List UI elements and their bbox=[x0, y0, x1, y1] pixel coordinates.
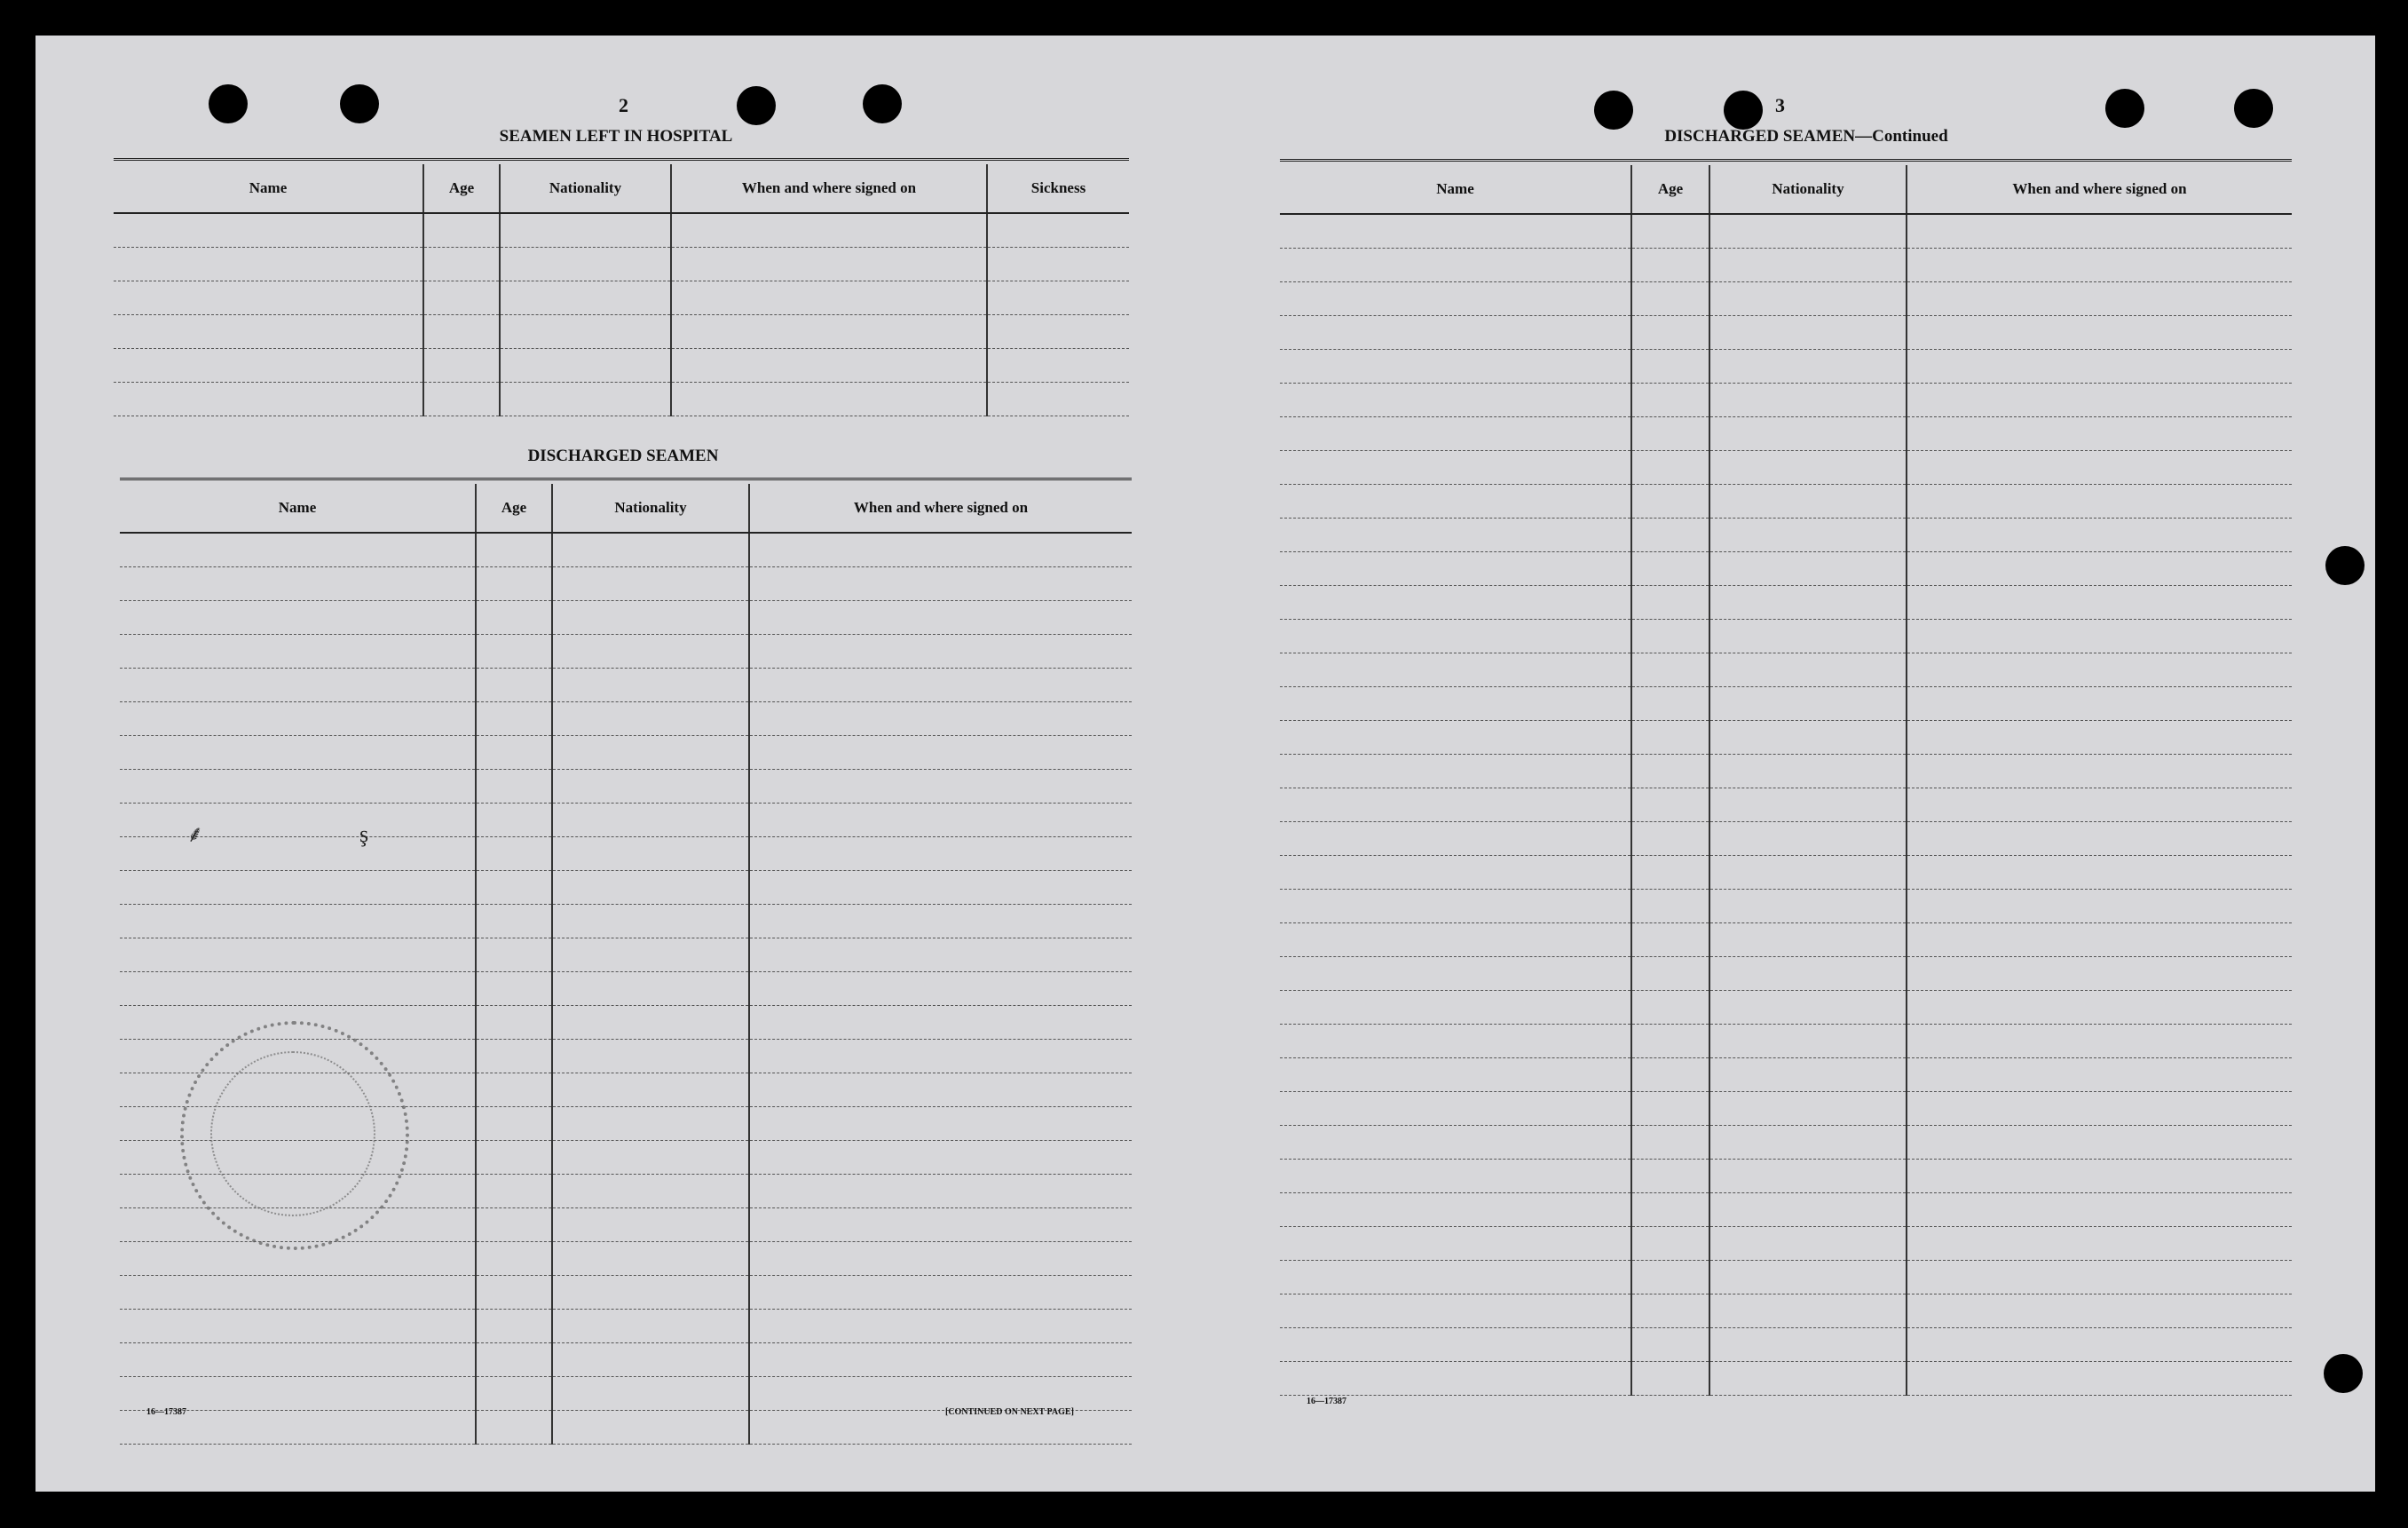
column-header-age: Age bbox=[476, 484, 552, 533]
table-row bbox=[120, 938, 1132, 972]
continued-note: [CONTINUED ON NEXT PAGE] bbox=[945, 1407, 1074, 1417]
discharged-section-title: DISCHARGED SEAMEN bbox=[527, 447, 719, 465]
punch-hole bbox=[1594, 91, 1633, 130]
table-row bbox=[120, 1377, 1132, 1411]
page-number-right: 3 bbox=[1775, 94, 1785, 116]
table-row bbox=[1280, 1261, 2292, 1294]
table-row bbox=[1280, 890, 2292, 923]
table-row bbox=[1280, 991, 2292, 1025]
column-header-nationality: Nationality bbox=[500, 164, 671, 213]
column-header-nationality: Nationality bbox=[1709, 165, 1907, 214]
table-row bbox=[1280, 755, 2292, 788]
punch-hole bbox=[2324, 1354, 2363, 1393]
table-row bbox=[1280, 957, 2292, 991]
table-row bbox=[1280, 1025, 2292, 1058]
column-header-age: Age bbox=[423, 164, 500, 213]
column-header-name: Name bbox=[120, 484, 476, 533]
table-row bbox=[114, 281, 1129, 315]
page-number-left: 2 bbox=[619, 94, 628, 116]
table-row bbox=[120, 804, 1132, 837]
table-row bbox=[120, 736, 1132, 770]
table-row bbox=[120, 1310, 1132, 1343]
column-header-nationality: Nationality bbox=[552, 484, 749, 533]
table-row bbox=[1280, 1058, 2292, 1092]
punch-hole bbox=[737, 86, 776, 125]
hospital-top-rule bbox=[114, 158, 1129, 161]
document-sheet bbox=[36, 36, 2375, 1492]
column-header-age: Age bbox=[1631, 165, 1709, 214]
table-row bbox=[114, 315, 1129, 349]
table-row bbox=[1280, 586, 2292, 620]
circular-stamp bbox=[180, 1021, 409, 1250]
ink-mark: ⸙ bbox=[186, 821, 204, 847]
table-row bbox=[120, 871, 1132, 905]
table-row bbox=[1280, 1328, 2292, 1362]
column-header-sickness: Sickness bbox=[987, 164, 1129, 213]
discharged-table bbox=[120, 484, 1132, 1445]
table-row bbox=[1280, 856, 2292, 890]
table-row bbox=[120, 533, 1132, 567]
table-row bbox=[1280, 417, 2292, 451]
table-row bbox=[1280, 350, 2292, 384]
table-row bbox=[1280, 485, 2292, 519]
punch-hole bbox=[209, 84, 248, 123]
table-row bbox=[120, 601, 1132, 635]
table-row bbox=[120, 567, 1132, 601]
table-row bbox=[1280, 249, 2292, 282]
table-row bbox=[1280, 1227, 2292, 1261]
table-row bbox=[1280, 282, 2292, 316]
table-row bbox=[120, 702, 1132, 736]
table-row bbox=[120, 669, 1132, 702]
table-row bbox=[114, 383, 1129, 416]
column-header-signed-on: When and where signed on bbox=[749, 484, 1132, 533]
column-header-signed-on: When and where signed on bbox=[671, 164, 987, 213]
table-row bbox=[1280, 451, 2292, 485]
column-header-name: Name bbox=[1280, 165, 1631, 214]
ink-mark: ş bbox=[359, 821, 369, 847]
punch-hole bbox=[2234, 89, 2273, 128]
table-row bbox=[1280, 721, 2292, 755]
table-row bbox=[1280, 214, 2292, 249]
form-number-left: 16—17387 bbox=[146, 1407, 186, 1417]
punch-hole bbox=[340, 84, 379, 123]
table-row bbox=[1280, 653, 2292, 687]
table-row bbox=[1280, 620, 2292, 653]
table-row bbox=[1280, 1362, 2292, 1396]
table-row bbox=[120, 837, 1132, 871]
continued-top-rule bbox=[1280, 159, 2292, 162]
table-row bbox=[1280, 384, 2292, 417]
form-number-right: 16—17387 bbox=[1307, 1397, 1346, 1406]
punch-hole bbox=[1724, 91, 1763, 130]
table-row bbox=[120, 770, 1132, 804]
table-row bbox=[120, 1343, 1132, 1377]
table-row bbox=[1280, 822, 2292, 856]
table-row bbox=[114, 213, 1129, 248]
table-row bbox=[1280, 1160, 2292, 1193]
table-row bbox=[1280, 1126, 2292, 1160]
table-row bbox=[120, 635, 1132, 669]
table-row bbox=[120, 905, 1132, 938]
punch-hole bbox=[2325, 546, 2365, 585]
table-row bbox=[1280, 519, 2292, 552]
table-row bbox=[1280, 1294, 2292, 1328]
discharged-continued-table bbox=[1280, 165, 2292, 1396]
table-row bbox=[1280, 1193, 2292, 1227]
table-row bbox=[120, 1276, 1132, 1310]
punch-hole bbox=[863, 84, 902, 123]
table-row bbox=[1280, 1092, 2292, 1126]
table-row bbox=[1280, 788, 2292, 822]
column-header-signed-on: When and where signed on bbox=[1907, 165, 2292, 214]
discharged-continued-title: DISCHARGED SEAMEN—Continued bbox=[1664, 127, 1948, 146]
table-row bbox=[1280, 316, 2292, 350]
hospital-section-title: SEAMEN LEFT IN HOSPITAL bbox=[499, 127, 733, 146]
hospital-table bbox=[114, 164, 1129, 416]
table-row bbox=[114, 349, 1129, 383]
table-row bbox=[1280, 552, 2292, 586]
table-row bbox=[120, 972, 1132, 1006]
table-row bbox=[114, 248, 1129, 281]
discharged-top-rule bbox=[120, 478, 1132, 480]
table-row bbox=[1280, 923, 2292, 957]
table-row bbox=[1280, 687, 2292, 721]
punch-hole bbox=[2105, 89, 2144, 128]
column-header-name: Name bbox=[114, 164, 423, 213]
